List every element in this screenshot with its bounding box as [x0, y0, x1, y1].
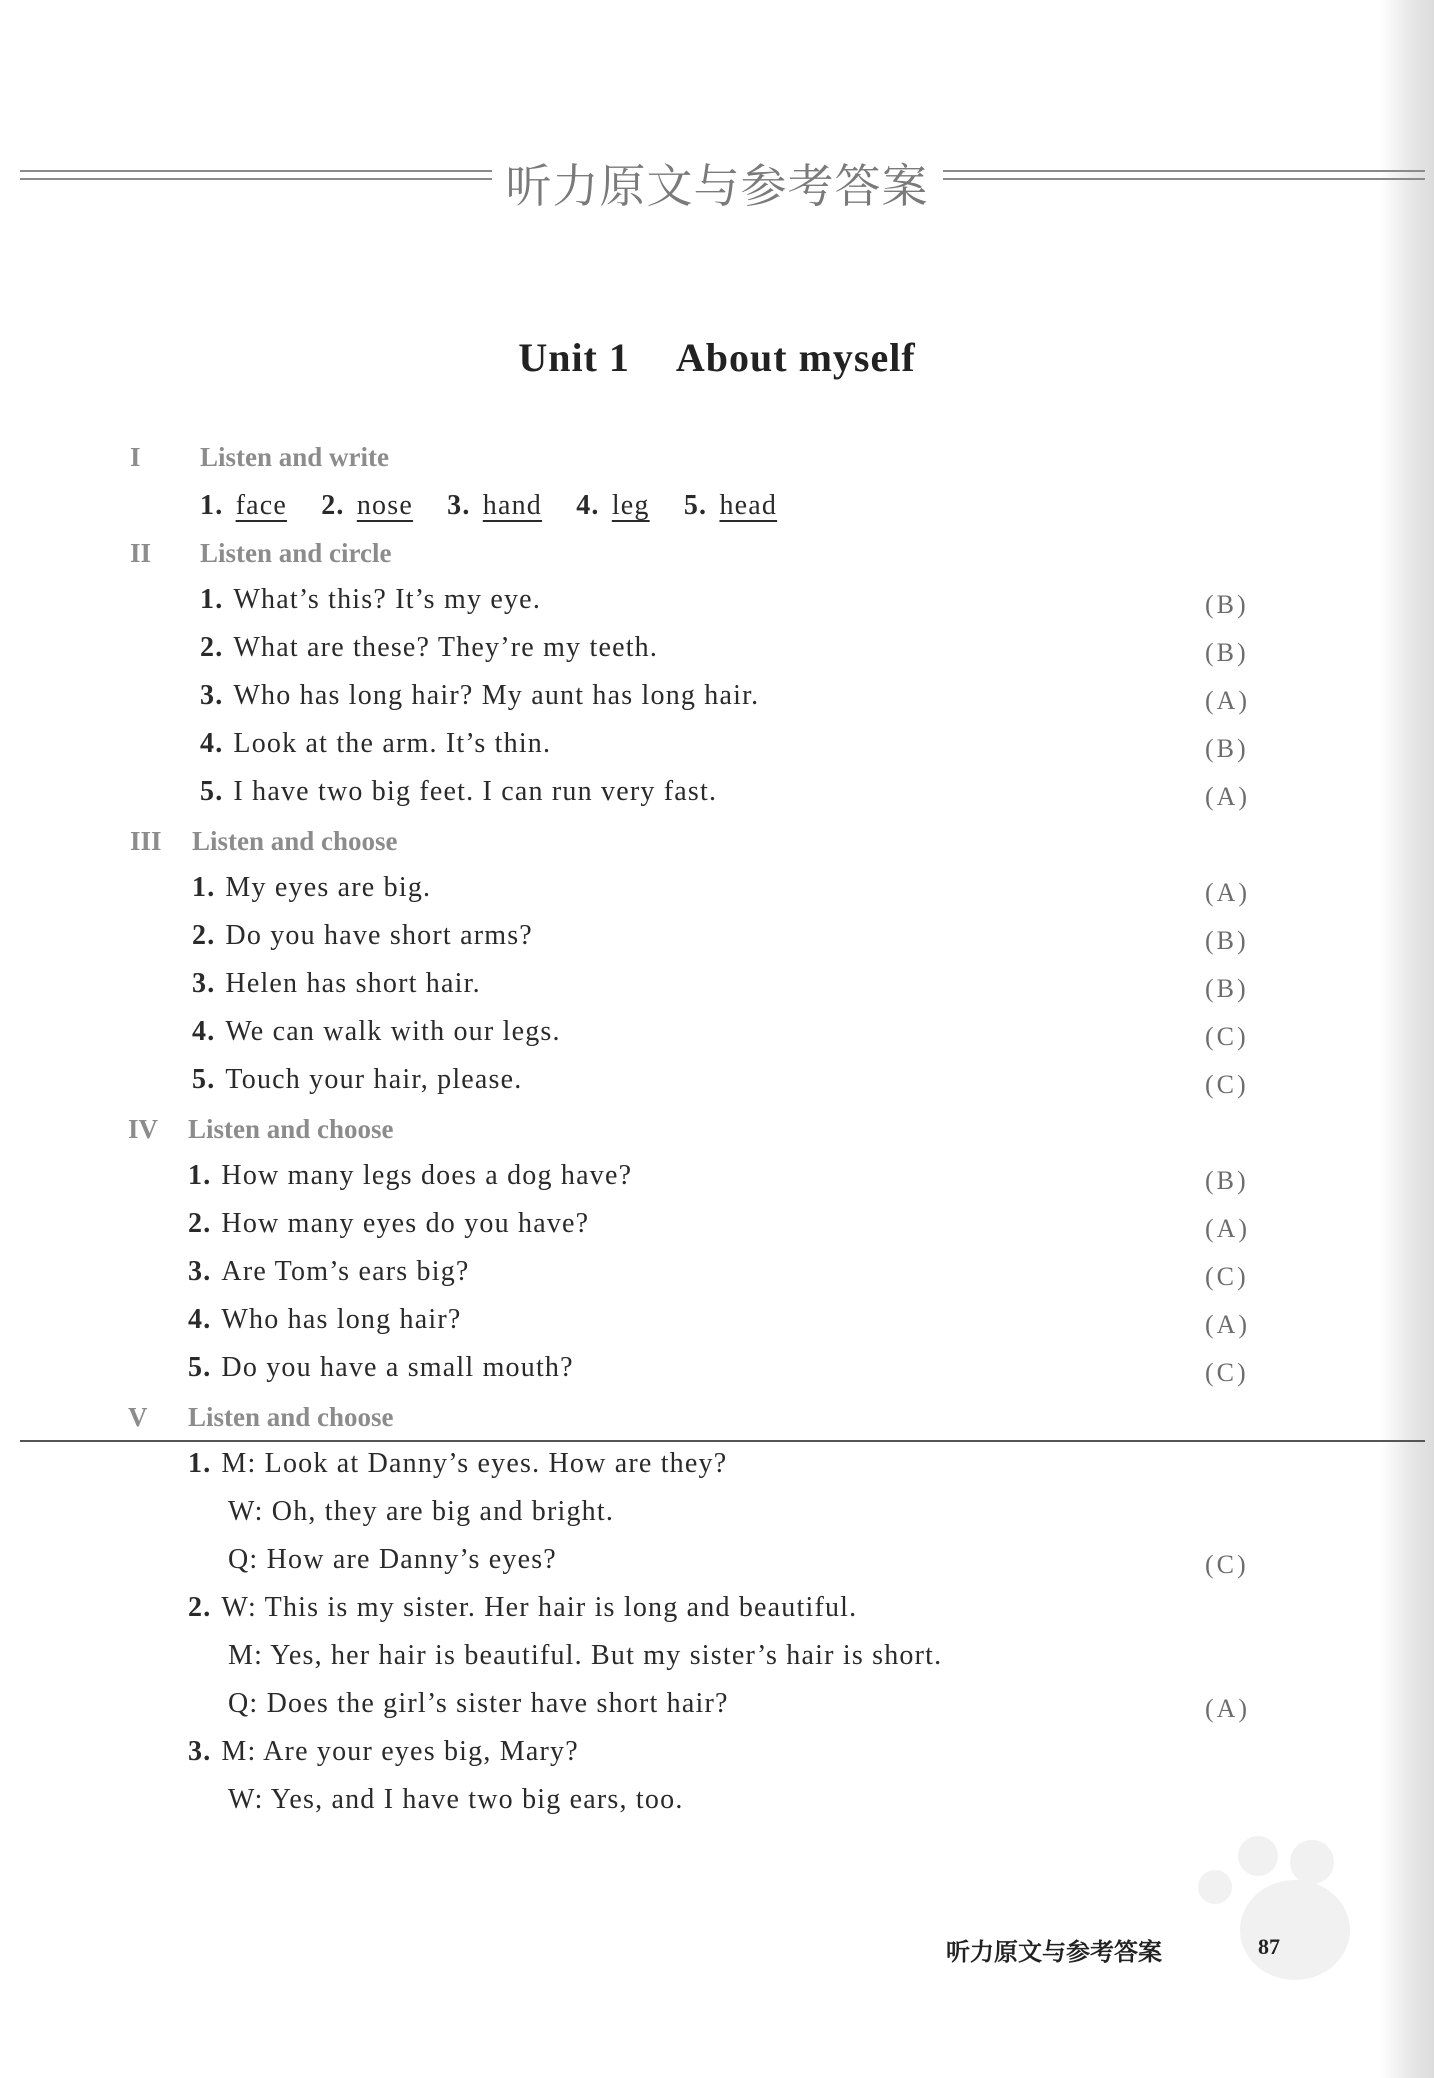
list-item: 2. What are these? They’re my teeth. [200, 632, 659, 663]
answer-choice: (A) [1205, 1694, 1251, 1723]
answer-word: head [719, 490, 778, 521]
section-number: III [130, 826, 162, 856]
answer-choice: (B) [1205, 734, 1249, 763]
list-item: 4. Who has long hair? [188, 1304, 462, 1335]
page-edge-shadow [1380, 0, 1434, 2078]
item-number: 1. [200, 490, 224, 521]
answer-choice: (C) [1205, 1022, 1249, 1051]
answer-choice: (A) [1205, 878, 1251, 907]
list-item: 1. My eyes are big. [192, 872, 432, 903]
list-item: 4. We can walk with our legs. [192, 1016, 561, 1047]
section-number: IV [128, 1114, 159, 1144]
list-item: 5. Do you have a small mouth? [188, 1352, 574, 1383]
answer-choice: (A) [1205, 1214, 1251, 1243]
dialogue-line: M: Yes, her hair is beautiful. But my sister’s hair is short. [228, 1640, 943, 1671]
item-number: 3. [447, 490, 471, 521]
section-number: V [128, 1402, 148, 1432]
dialogue-line: 1. M: Look at Danny’s eyes. How are they? [188, 1448, 728, 1479]
answer-choice: (C) [1205, 1358, 1249, 1387]
item-number: 2. [321, 490, 345, 521]
answer-choice: (B) [1205, 1166, 1249, 1195]
word-list [200, 490, 803, 522]
list-item: 2. How many eyes do you have? [188, 1208, 590, 1239]
answer-word: hand [482, 490, 543, 521]
section-title: Listen and choose [192, 826, 398, 856]
section-title: Listen and choose [188, 1402, 394, 1432]
divider [20, 1440, 1425, 1442]
list-item: 1. What’s this? It’s my eye. [200, 584, 542, 615]
list-item: 3. Are Tom’s ears big? [188, 1256, 470, 1287]
answer-choice: (B) [1205, 638, 1249, 667]
dialogue-line: Q: Does the girl’s sister have short hair? [228, 1688, 729, 1719]
dialogue-line: 2. W: This is my sister. Her hair is long and beautiful. [188, 1592, 858, 1623]
paw-toe-decoration [1290, 1840, 1334, 1884]
answer-choice: (C) [1205, 1262, 1249, 1291]
section-title: Listen and choose [188, 1114, 394, 1144]
dialogue-line: 3. M: Are your eyes big, Mary? [188, 1736, 579, 1767]
page-number: 87 [1258, 1934, 1280, 1959]
answer-word: face [235, 490, 288, 521]
footer-label: 听力原文与参考答案 [946, 1937, 1162, 1966]
answer-choice: (C) [1205, 1070, 1249, 1099]
answer-choice: (A) [1205, 782, 1251, 811]
list-item: 5. Touch your hair, please. [192, 1064, 523, 1095]
unit-name: About myself [675, 335, 916, 380]
answer-choice: (B) [1205, 974, 1249, 1003]
unit-number: Unit 1 [518, 335, 630, 380]
list-item: 5. I have two big feet. I can run very fast. [200, 776, 718, 807]
answer-choice: (A) [1205, 1310, 1251, 1339]
section-title: Listen and write [200, 442, 389, 472]
section-title: Listen and circle [200, 538, 392, 568]
paw-toe-decoration [1198, 1870, 1232, 1904]
header-title: 听力原文与参考答案 [0, 150, 1434, 216]
list-item: 3. Who has long hair? My aunt has long hair. [200, 680, 760, 711]
paw-toe-decoration [1238, 1836, 1278, 1876]
unit-title [0, 334, 1434, 381]
dialogue-line: Q: How are Danny’s eyes? [228, 1544, 557, 1575]
answer-word: nose [356, 490, 413, 521]
paw-print-decoration [1240, 1880, 1350, 1980]
answer-word: leg [611, 490, 650, 521]
list-item: 4. Look at the arm. It’s thin. [200, 728, 552, 759]
list-item: 2. Do you have short arms? [192, 920, 533, 951]
answer-choice: (B) [1205, 926, 1249, 955]
item-number: 5. [683, 490, 708, 521]
list-item: 1. How many legs does a dog have? [188, 1160, 633, 1191]
answer-choice: (B) [1205, 590, 1249, 619]
answer-choice: (A) [1205, 686, 1251, 715]
section-number: II [130, 538, 152, 568]
answer-choice: (C) [1205, 1550, 1249, 1579]
dialogue-line: W: Oh, they are big and bright. [228, 1496, 615, 1527]
section-number: I [130, 442, 141, 472]
list-item: 3. Helen has short hair. [192, 968, 481, 999]
item-number: 4. [576, 490, 600, 521]
dialogue-line: W: Yes, and I have two big ears, too. [228, 1784, 684, 1815]
